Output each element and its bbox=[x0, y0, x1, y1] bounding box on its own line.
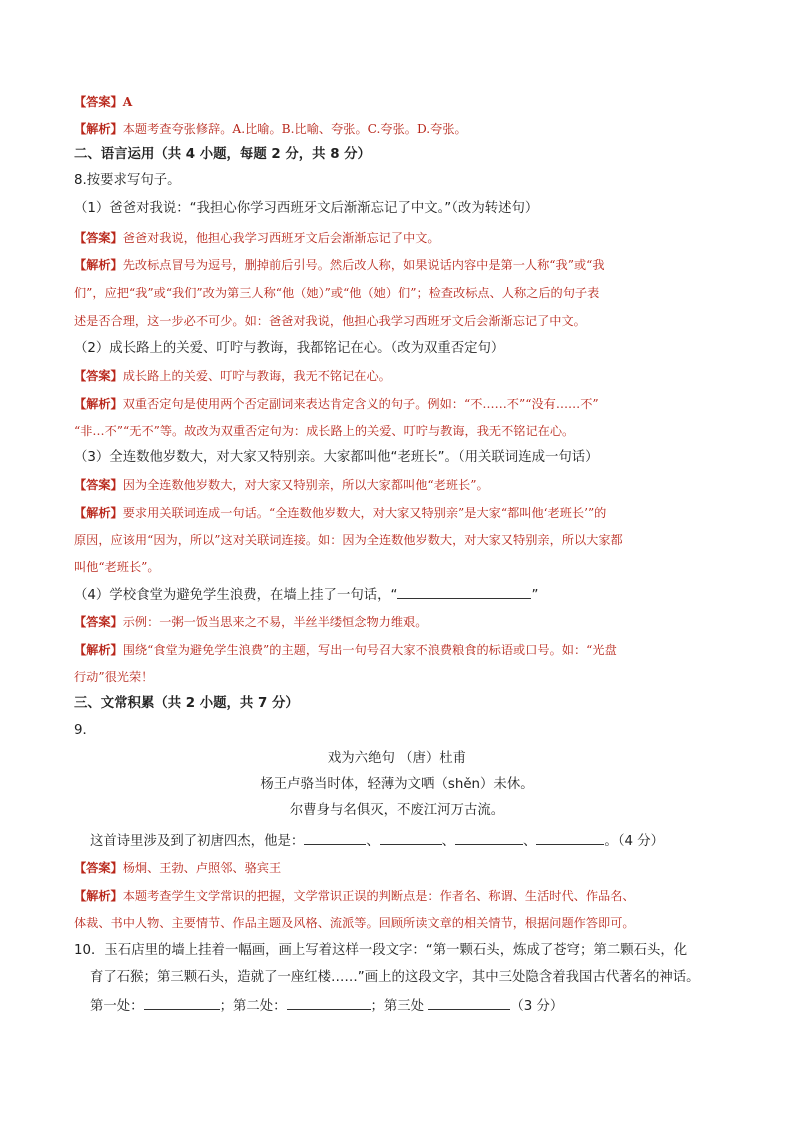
analysis-label: 【解析】 bbox=[74, 506, 123, 520]
question-text: （4）学校食堂为避免学生浪费，在墙上挂了一句话，“ bbox=[74, 588, 398, 603]
q8-4-analysis-line2: 行动”很光荣！ bbox=[74, 670, 154, 684]
answer-blank-4[interactable] bbox=[536, 830, 604, 845]
separator: 、 bbox=[523, 834, 537, 849]
q8-1-question: （1）爸爸对我说：“我担心你学习西班牙文后渐渐忘记了中文。”（改为转述句） bbox=[74, 201, 539, 216]
analysis-label: 【解析】 bbox=[74, 889, 123, 903]
q9-number: 9． bbox=[74, 723, 96, 738]
poem-line-1: 杨王卢骆当时体，轻薄为文哂（shěn）未休。 bbox=[260, 777, 534, 792]
q8-2-analysis-line2: “非…不”“无不”等。故改为双重否定句为：成长路上的关爱、叮咛与教诲，我无不铭记在心。 bbox=[74, 424, 575, 438]
blank-label-3: ；第三处 bbox=[370, 999, 425, 1014]
q9-question bbox=[90, 830, 740, 852]
section-heading-3: 三、文常积累（共 2 小题，共 7 分） bbox=[74, 696, 299, 711]
analysis-text: 本题考查夸张修辞。A.比喻。B.比喻、夸张。C.夸张。D.夸张。 bbox=[122, 122, 467, 136]
analysis-label: 【解析】 bbox=[74, 643, 123, 657]
q9-answer bbox=[74, 858, 740, 878]
answer-label: 【答案】 bbox=[74, 95, 123, 109]
answer-blank-2[interactable] bbox=[287, 995, 371, 1010]
q8-3-question: （3）全连数他岁数大，对大家又特别亲。大家都叫他“老班长”。（用关联词连成一句话） bbox=[74, 450, 599, 465]
q9-analysis-line2: 体裁、书中人物、主要情节、作品主题及风格、流派等。回顾所读文章的相关情节，根据问题作答即可。 bbox=[74, 916, 635, 930]
answer-blank-3[interactable] bbox=[428, 995, 510, 1010]
blank-label-2: ；第二处： bbox=[219, 999, 287, 1014]
blank-label-1: 第一处： bbox=[90, 999, 144, 1014]
answer-text: 因为全连数他岁数大，对大家又特别亲，所以大家都叫他“老班长”。 bbox=[122, 478, 489, 492]
q7-answer bbox=[74, 92, 740, 112]
analysis-label: 【解析】 bbox=[74, 258, 123, 272]
answer-text: 示例：一粥一饭当思来之不易，半丝半缕恒念物力维艰。 bbox=[122, 615, 428, 629]
separator: 、 bbox=[441, 834, 456, 849]
answer-text: 爸爸对我说，他担心我学习西班牙文后会渐渐忘记了中文。 bbox=[122, 231, 440, 245]
q8-1-analysis bbox=[74, 255, 740, 275]
answer-label: 【答案】 bbox=[74, 615, 123, 629]
section-heading-2: 二、语言运用（共 4 小题，每题 2 分，共 8 分） bbox=[74, 147, 371, 162]
q8-3-analysis bbox=[74, 503, 740, 523]
q8-4-analysis bbox=[74, 640, 740, 660]
analysis-text: 围绕“食堂为避免学生浪费”的主题，写出一句号召大家不浪费粮食的标语或口号。如：“光盘 bbox=[122, 643, 617, 657]
q8-3-analysis-line2: 原因，应该用“因为，所以”这对关联词连接。如：因为全连数他岁数大，对大家又特别亲，所以大家都 bbox=[74, 533, 623, 547]
question-close-quote: ” bbox=[531, 588, 539, 603]
q8-1-analysis-line2: 们”，应把“我”或“我们”改为第三人称“他（她）”或“他（她）们”；检查改标点、人称之后的句子表 bbox=[74, 286, 600, 300]
q8-1-answer bbox=[74, 228, 740, 248]
answer-blank-2[interactable] bbox=[380, 830, 442, 845]
answer-label: 【答案】 bbox=[74, 231, 123, 245]
poem-line-2: 尔曹身与名俱灭，不废江河万古流。 bbox=[289, 803, 505, 818]
answer-blank-3[interactable] bbox=[455, 830, 523, 845]
analysis-text: 先改标点冒号为逗号，删掉前后引号。然后改人称，如果说话内容中是第一人称“我”或“我 bbox=[122, 258, 605, 272]
analysis-text: 双重否定句是使用两个否定副词来表达肯定含义的句子。例如：“不……不”“没有……不” bbox=[122, 397, 599, 411]
question-score: （3 分） bbox=[510, 999, 564, 1014]
q10-line-1: 10．玉石店里的墙上挂着一幅画，画上写着这样一段文字：“第一颗石头，炼成了苍穹；第二颗石头，化 bbox=[74, 943, 688, 958]
q8-stem: 8.按要求写句子。 bbox=[74, 173, 181, 188]
separator: 、 bbox=[366, 834, 380, 849]
q9-analysis bbox=[74, 886, 740, 906]
answer-label: 【答案】 bbox=[74, 478, 123, 492]
answer-text: 成长路上的关爱、叮咛与教诲，我无不铭记在心。 bbox=[122, 369, 391, 383]
q8-3-answer bbox=[74, 475, 740, 495]
q8-4-question bbox=[74, 584, 740, 606]
poem-title: 戏为六绝句 （唐）杜甫 bbox=[327, 751, 467, 766]
q8-2-analysis bbox=[74, 394, 740, 414]
analysis-text: 要求用关联词连成一句话。“全连数他岁数大，对大家又特别亲”是大家“都叫他‘老班长’”的 bbox=[122, 506, 607, 520]
answer-text: 杨炯、王勃、卢照邻、骆宾王 bbox=[122, 861, 282, 875]
q10-blanks bbox=[90, 995, 740, 1017]
answer-label: 【答案】 bbox=[74, 369, 123, 383]
q10-line-2: 育了石猴；第三颗石头，造就了一座红楼……”画上的这段文字，其中三处隐含着我国古代著名的神话。 bbox=[90, 970, 700, 985]
q8-2-answer bbox=[74, 366, 740, 386]
question-score: 。（4 分） bbox=[604, 834, 665, 849]
q8-2-question: （2）成长路上的关爱、叮咛与教诲，我都铭记在心。（改为双重否定句） bbox=[74, 341, 505, 356]
answer-text: A bbox=[122, 95, 133, 109]
answer-blank-1[interactable] bbox=[144, 995, 220, 1010]
q8-1-analysis-line3: 述是否合理，这一步必不可少。如：爸爸对我说，他担心我学习西班牙文后会渐渐忘记了中文。 bbox=[74, 314, 586, 328]
answer-blank-1[interactable] bbox=[304, 830, 366, 845]
q8-3-analysis-line3: 叫他“老班长”。 bbox=[74, 560, 160, 574]
analysis-label: 【解析】 bbox=[74, 397, 123, 411]
answer-blank[interactable] bbox=[397, 584, 531, 599]
answer-label: 【答案】 bbox=[74, 861, 123, 875]
q7-analysis bbox=[74, 119, 740, 139]
q8-4-answer bbox=[74, 612, 740, 632]
question-text: 这首诗里涉及到了初唐四杰，他是： bbox=[90, 834, 305, 849]
analysis-label: 【解析】 bbox=[74, 122, 123, 136]
analysis-text: 本题考查学生文学常识的把握，文学常识正误的判断点是：作者名、称谓、生活时代、作品名、 bbox=[122, 889, 635, 903]
